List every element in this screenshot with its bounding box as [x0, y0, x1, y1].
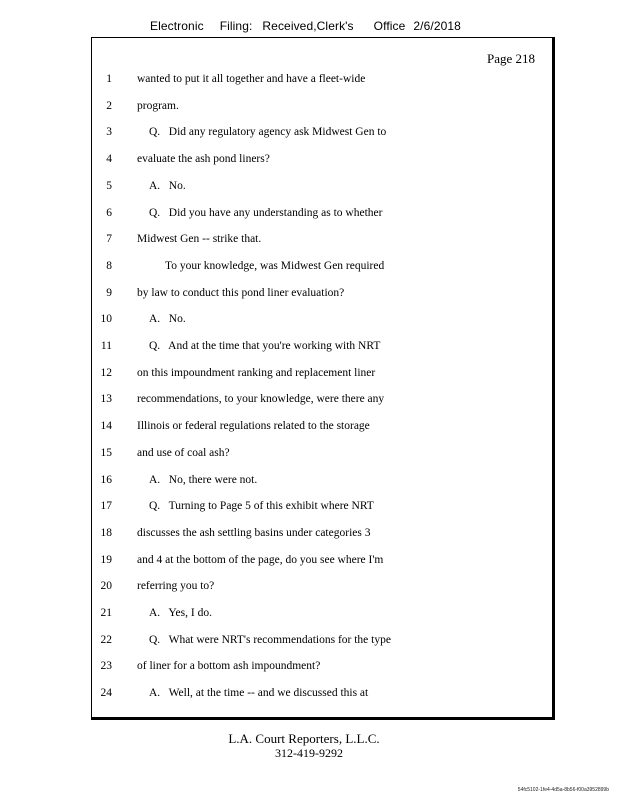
transcript-line: [0, 447, 618, 467]
line-text: A. No, there were not.: [149, 473, 258, 486]
line-number: 20: [100, 580, 112, 593]
line-text: To your knowledge, was Midwest Gen required: [165, 259, 385, 272]
line-text: Q. And at the time that you're working with NRT: [149, 340, 381, 352]
line-number: 21: [100, 607, 112, 619]
filing-stamp-received: Received,Clerk's: [262, 19, 354, 33]
line-number: 14: [100, 420, 112, 433]
transcript-line: [0, 554, 618, 574]
line-number: 19: [100, 553, 112, 566]
line-text: by law to conduct this pond liner evaluation?: [137, 286, 345, 299]
transcript-line: [0, 660, 618, 680]
page-number: Page 218: [486, 51, 535, 66]
line-text: discusses the ash settling basins under categories 3: [137, 526, 371, 539]
transcript-line: [0, 474, 618, 494]
transcript-line: [0, 207, 618, 227]
line-number: 22: [100, 633, 112, 646]
line-text: evaluate the ash pond liners?: [137, 153, 270, 166]
line-number: 9: [106, 286, 112, 299]
line-number: 3: [106, 126, 112, 139]
line-number: 24: [100, 687, 112, 700]
line-text: Q. Turning to Page 5 of this exhibit where NRT: [149, 500, 374, 513]
line-text: program.: [137, 99, 179, 112]
line-number: 23: [100, 660, 112, 673]
filing-stamp-date: 2/6/2018: [413, 19, 461, 33]
filing-stamp-office: Office: [373, 19, 406, 33]
transcript-line: [0, 313, 618, 333]
line-text: on this impoundment ranking and replacement liner: [137, 366, 376, 379]
transcript-line: [0, 607, 618, 627]
transcript-line: [0, 126, 618, 146]
transcript-line: [0, 687, 618, 707]
line-number: 4: [106, 153, 112, 166]
line-text: A. Yes, I do.: [149, 607, 212, 619]
transcript-line: [0, 180, 618, 200]
transcript-line: [0, 100, 618, 120]
filing-stamp: [150, 19, 461, 33]
transcript-line: [0, 287, 618, 307]
line-number: 5: [106, 179, 112, 192]
line-text: Midwest Gen -- strike that.: [137, 233, 262, 246]
line-text: and use of coal ash?: [137, 446, 230, 459]
line-text: A. No.: [149, 179, 186, 192]
transcript-line: [0, 260, 618, 280]
document-hash: 54fc5102-1fe4-4d5a-8b56-f00a3952899b: [517, 787, 609, 793]
line-number: 13: [100, 393, 112, 406]
line-text: recommendations, to your knowledge, were there any: [137, 393, 385, 406]
line-number: 6: [106, 206, 112, 219]
footer-company-name: L.A. Court Reporters, L.L.C.: [228, 731, 380, 746]
line-number: 15: [100, 446, 112, 459]
line-text: of liner for a bottom ash impoundment?: [137, 660, 321, 673]
footer-company: [0, 731, 618, 747]
line-text: and 4 at the bottom of the page, do you see where I'm: [137, 553, 384, 566]
transcript-line: [0, 73, 618, 93]
line-number: 17: [100, 500, 112, 513]
line-text: A. Well, at the time -- and we discussed this at: [149, 687, 369, 700]
line-text: wanted to put it all together and have a fleet-wide: [137, 73, 366, 85]
transcript-line: [0, 393, 618, 413]
transcript-line: [0, 634, 618, 654]
line-number: 7: [106, 233, 112, 246]
transcript-line: [0, 420, 618, 440]
line-number: 8: [106, 259, 112, 272]
line-number: 11: [100, 340, 112, 352]
transcript-line: [0, 527, 618, 547]
filing-stamp-electronic: Electronic: [150, 19, 204, 33]
line-number: 12: [100, 366, 112, 379]
line-text: A. No.: [149, 313, 186, 326]
line-text: referring you to?: [137, 580, 215, 593]
line-text: Q. Did you have any understanding as to whether: [149, 206, 383, 219]
transcript-line: [0, 233, 618, 253]
line-number: 18: [100, 526, 112, 539]
transcript-line: [0, 340, 618, 360]
line-text: Illinois or federal regulations related to the storage: [137, 420, 370, 433]
footer-phone: 312-419-9292: [275, 746, 343, 760]
line-number: 1: [106, 73, 112, 85]
line-number: 2: [106, 99, 112, 112]
line-text: Q. What were NRT's recommendations for the type: [149, 633, 391, 646]
line-text: Q. Did any regulatory agency ask Midwest Gen to: [149, 126, 387, 139]
line-number: 16: [100, 473, 112, 486]
transcript-line: [0, 367, 618, 387]
transcript-line: [0, 500, 618, 520]
filing-stamp-filing: Filing:: [219, 19, 253, 33]
line-number: 10: [100, 313, 112, 326]
transcript-line: [0, 153, 618, 173]
transcript-line: [0, 580, 618, 600]
